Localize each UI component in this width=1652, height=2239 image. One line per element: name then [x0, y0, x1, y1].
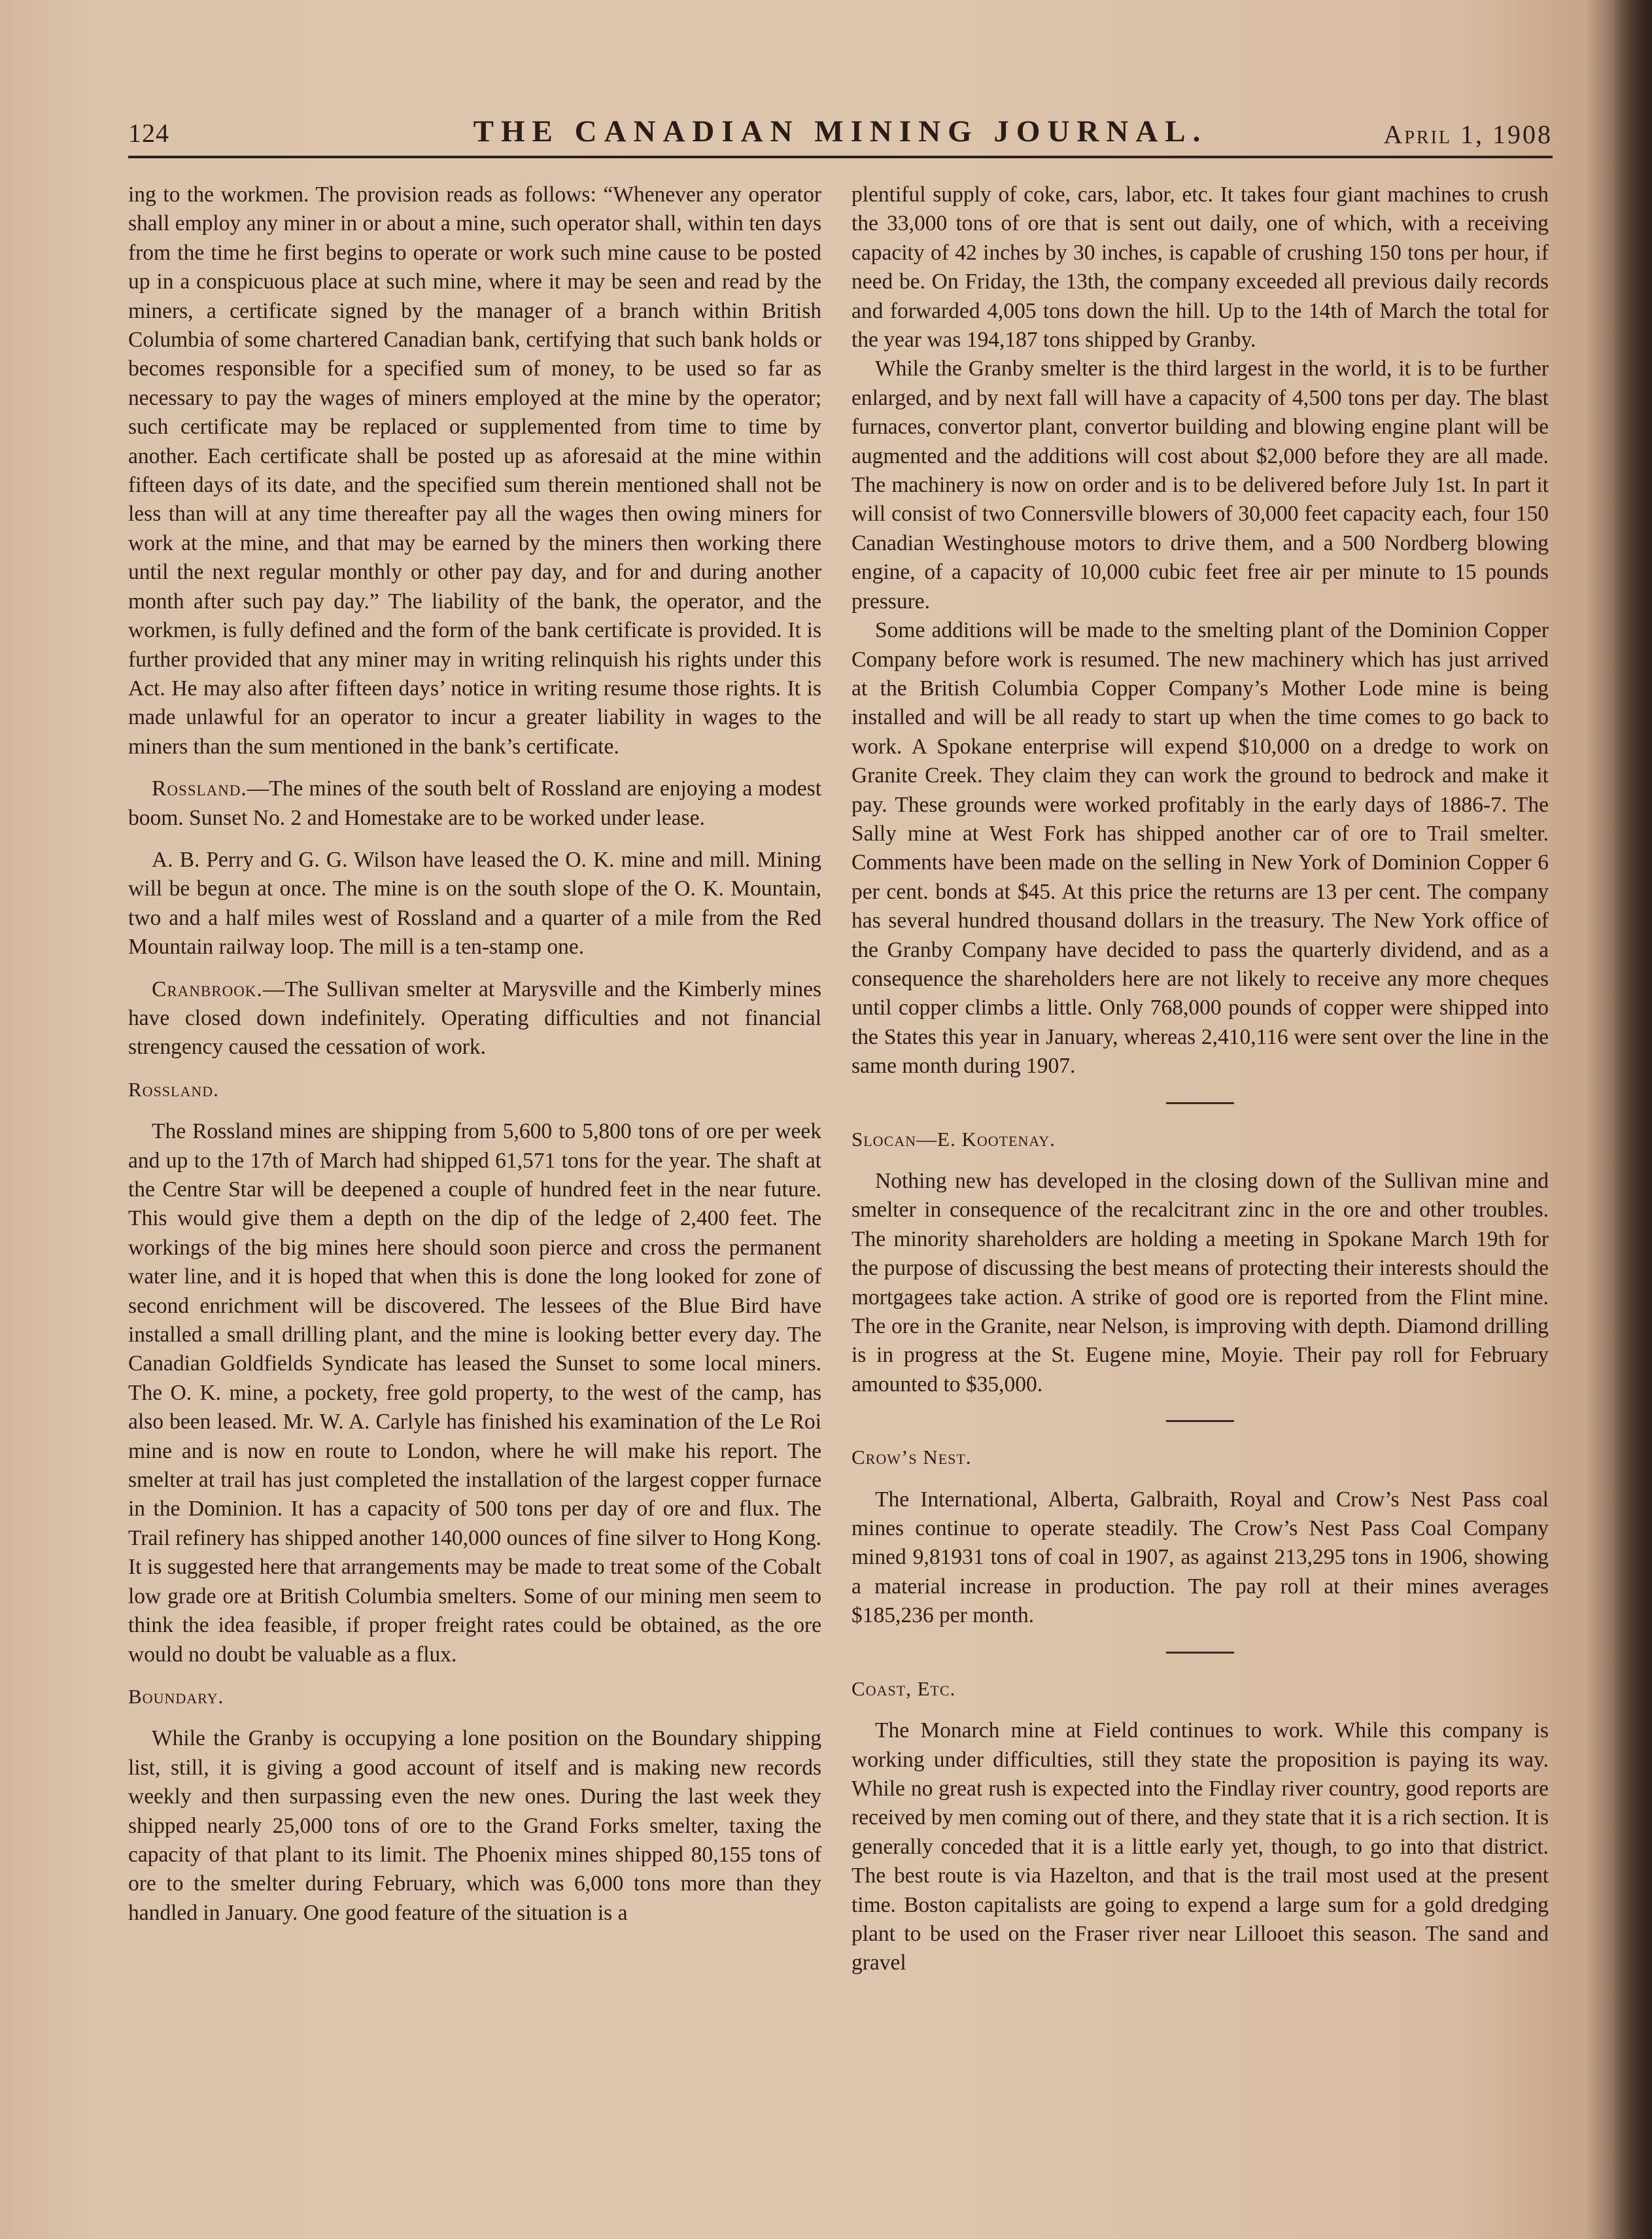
section-divider [1166, 1102, 1234, 1104]
paragraph-slocan: Nothing new has developed in the closing down of the Sullivan mine and smelter in consequence of the recalcitrant zinc in the ore and other troubles. The minority shareholders are holding a meeting in Spokane March 19th for the purpose of discussing the best means of protecting their interests should the mortgagees take action. A strike of good ore is reported from the Flint mine. The ore in the Granite, near Nelson, is improving with depth. Diamond drilling is in progress at the St. Eugene mine, Moyie. Their pay roll for February amounted to $35,000. [852, 1169, 1549, 1397]
paragraph-granby-supply: plentiful supply of coke, cars, labor, etc. It takes four giant machines to crush the 33,000 tons of ore that is sent out daily, one of which, with a receiving capacity of 42 inches by 30 inches, is capable of crushing 150 tons per hour, if need be. On Friday, the 13th, the company exceeded all previous daily records and forwarded 4,005 tons down the hill. Up to the 14th of March the total for the year was 194,187 tons shipped by Granby. [852, 182, 1549, 353]
paragraph-bank-certificate: ing to the workmen. The provision reads as follows: “Whenever any operator shall employ any miner in or about a mine, such operator shall, within ten days from the time he first begins to operate or work such mine cause to be posted up in a conspicuous place at such mine, where it may be seen and read by the miners, a certificate signed by the manager of a branch within British Columbia of some chartered Canadian bank, certifying that such bank holds or becomes responsible for a specified sum of money, to be used so far as necessary to pay the wages of miners employed at the mine by the operator; such certificate may be replaced or supplemented from time to time by another. Each certificate shall be posted up as aforesaid at the mine within fifteen days of its date, and the specified sum therein mentioned shall not be less than will at any time thereafter pay all the wages then owing miners for work at the mine, and that may be earned by the miners then working there until the next regular monthly or other pay day, and for and during another month after such pay day.” The liability of the bank, the operator, and the workmen, is fully defined and the form of the bank certificate is provided. It is further provided that any miner may in writing relinquish his rights under this Act. He may also after fifteen days’ notice in writing resume those rights. It is made unlawful for an operator to incur a greater liability in wages to the miners than the sum mentioned in the bank’s certificate. [128, 182, 821, 759]
section-heading-crows-nest: Crow’s Nest. [852, 1446, 972, 1469]
paragraph-rossland-boom [128, 774, 821, 833]
left-column [128, 181, 821, 1928]
page-number: 124 [128, 118, 169, 148]
right-column [852, 181, 1549, 1978]
page-binding-shadow [1613, 0, 1652, 2239]
paragraph-rossland-shipping: The Rossland mines are shipping from 5,600 to 5,800 tons of ore per week and up to the 17th of March had shipped 61,571 tons for the year. The shaft at the Centre Star will be deepened a couple of hundred feet in the near future. This would give them a depth on the dip of the ledge of 2,400 feet. The workings of the big mines here should soon pierce and cross the permanent water line, and it is hoped that when this is done the long looked for zone of second enrichment will be discovered. The lessees of the Blue Bird have installed a small drilling plant, and the mine is looking better every day. The Canadian Goldfields Syndicate has leased the Sunset to some local miners. The O. K. mine, a pockety, free gold property, to the west of the camp, has also been leased. Mr. W. A. Carlyle has finished his examination of the Le Roi mine and is now en route to London, where he will make his report. The smelter at trail has just completed the installation of the largest copper furnace in the Dominion. It has a capacity of 500 tons per day of ore and flux. The Trail refinery has shipped another 140,000 ounces of fine silver to Hong Kong. It is suggested here that arrangements may be made to treat some of the Cobalt low grade ore at British Columbia smelters. Some of our mining men seem to think the idea feasible, if proper freight rates could be obtained, as the ore would no doubt be valuable as a flux. [128, 1119, 821, 1667]
cranbrook-text: —The Sullivan smelter at Marysville and the Kimberly mines have closed down indefinitely. Operating difficulties and not financial strengency caused the cessation of work. [128, 977, 821, 1060]
section-heading-boundary: Boundary. [128, 1684, 224, 1708]
paragraph-granby-smelter: While the Granby smelter is the third largest in the world, it is to be further enlarged, and by next fall will have a capacity of 4,500 tons per day. The blast furnaces, convertor plant, convertor building and blowing engine plant will be augmented and the additions will cost about $2,000 before they are all made. The machinery is now on order and is to be delivered before July 1st. In part it will consist of two Connersville blowers of 30,000 feet capacity each, four 150 Canadian Westinghouse motors to drive them, and a 500 Nordberg blowing engine, of a capacity of 10,000 cubic feet free air per minute to 15 pounds pressure. [852, 356, 1549, 614]
lead-in-rossland: Rossland. [152, 776, 247, 801]
issue-date: April 1, 1908 [1383, 120, 1553, 149]
rossland-boom-text: —The mines of the south belt of Rossland are enjoying a modest boom. Sunset No. 2 and Homestake are to be worked under lease. [128, 776, 821, 830]
paragraph-crows-nest: The International, Alberta, Galbraith, Royal and Crow’s Nest Pass coal mines continue to operate steadily. The Crow’s Nest Pass Coal Company mined 9,81931 tons of coal in 1907, as against 213,295 tons in 1906, showing a material increase in production. The pay roll at their mines averages $185,236 per month. [852, 1487, 1549, 1628]
lead-in-cranbrook: Cranbrook. [152, 977, 263, 1001]
section-divider [1166, 1652, 1234, 1654]
journal-title: THE CANADIAN MINING JOURNAL. [473, 114, 1208, 148]
paragraph-cranbrook [128, 975, 821, 1062]
header-rule [128, 156, 1553, 158]
page-header [128, 111, 1553, 157]
paragraph-boundary: While the Granby is occupying a lone position on the Boundary shipping list, still, it is giving a good account of itself and is making new records weekly and then surpassing even the new ones. During the last week they shipped nearly 25,000 tons of ore to the Grand Forks smelter, taxing the capacity of that plant to its limit. The Phoenix mines shipped 80,155 tons of ore to the smelter during February, which was 6,000 tons more than they handled in January. One good feature of the situation is a [128, 1726, 821, 1925]
section-heading-slocan: Slocan—E. Kootenay. [852, 1127, 1056, 1151]
paragraph-coast: The Monarch mine at Field continues to work. While this company is working under difficulties, still they state the proposition is paying its way. While no great rush is expected into the Findlay river country, good reports are received by men coming out of there, and they state that it is a rich section. It is generally conceded that it is a little early yet, though, to go into that district. The best route is via Hazelton, and that is the trail most used at the present time. Boston capitalists are going to expend a large sum for a gold dredging plant to be used on the Fraser river near Lillooet this season. The sand and gravel [852, 1718, 1549, 1975]
paragraph-perry-wilson: A. B. Perry and G. G. Wilson have leased the O. K. mine and mill. Mining will be begun at once. The mine is on the south slope of the O. K. Mountain, two and a half miles west of Rossland and a quarter of a mile from the Red Mountain railway loop. The mill is a ten-stamp one. [128, 847, 821, 960]
paragraph-dominion-copper: Some additions will be made to the smelting plant of the Dominion Copper Company before work is resumed. The new machinery which has just arrived at the British Columbia Copper Company’s Mother Lode mine is being installed and will be all ready to start up when the time comes to go back to work. A Spokane enterprise will expend $10,000 on a dredge to work on Granite Creek. They claim they can work the ground to bedrock and make it pay. These grounds were worked profitably in the early days of 1886-7. The Sally mine at West Fork has shipped another car of ore to Trail smelter. Comments have been made on the selling in New York of Dominion Copper 6 per cent. bonds at $45. At this price the returns are 13 per cent. The company has several hundred thousand dollars in the treasury. The New York office of the Granby Company have decided to pass the quarterly dividend, and as a consequence the shareholders here are not likely to receive any more cheques until copper climbs a little. Only 768,000 pounds of copper were shipped into the States this year in January, whereas 2,410,116 were sent over the line in the same month during 1907. [852, 618, 1549, 1079]
section-divider [1166, 1420, 1234, 1422]
section-heading-rossland: Rossland. [128, 1077, 219, 1101]
section-heading-coast: Coast, Etc. [852, 1676, 956, 1700]
